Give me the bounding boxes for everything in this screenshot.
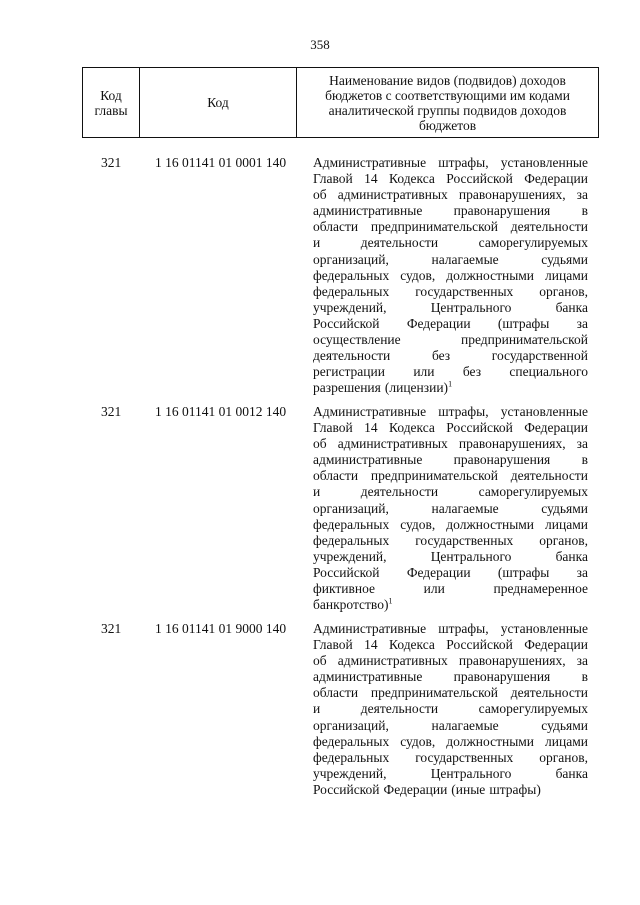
- description-line: учреждений, Центрального банка: [313, 548, 588, 564]
- description-line: организаций, налагаемые судьями: [313, 500, 588, 516]
- description-line: Административные штрафы, установленные: [313, 621, 588, 636]
- revenue-code: 1 16 01141 01 0001 140: [155, 155, 287, 170]
- description-line: организаций, налагаемые судьями: [313, 717, 588, 733]
- revenue-code: 1 16 01141 01 9000 140: [155, 621, 287, 636]
- chapter-code: 321: [101, 621, 122, 636]
- description-line: административные правонарушения в: [313, 669, 588, 685]
- description-line: и деятельности саморегулируемых: [313, 701, 588, 717]
- description-line: федеральных государственных органов,: [313, 532, 588, 548]
- header-name: Наименование видов (подвидов) доходов бюджетов с соответствующими им кодами аналитической группы подвидов доходов бюджетов: [297, 68, 599, 138]
- revenue-description: [313, 155, 588, 396]
- description-line: фиктивное или преднамеренное: [313, 581, 588, 597]
- description-line: федеральных судов, должностными лицами: [313, 267, 588, 283]
- description-line: Главой 14 Кодекса Российской Федерации: [313, 420, 588, 436]
- description-line: административные правонарушения в: [313, 452, 588, 468]
- revenue-code: 1 16 01141 01 0012 140: [155, 404, 287, 419]
- header-chapter-code: Код главы: [83, 68, 140, 138]
- description-line: об административных правонарушениях, за: [313, 187, 588, 203]
- description-line: разрешения (лицензии)$^1$: [313, 379, 453, 396]
- description-line: об административных правонарушениях, за: [313, 436, 588, 452]
- description-line: области предпринимательской деятельности: [313, 685, 588, 701]
- table-header: [82, 67, 599, 138]
- revenue-description: [313, 404, 588, 613]
- footnote-marker: 1: [448, 379, 453, 389]
- chapter-code: 321: [101, 155, 122, 170]
- page-number: 358: [310, 37, 330, 52]
- chapter-code: 321: [101, 404, 122, 419]
- header-code: Код: [140, 68, 297, 138]
- description-line: области предпринимательской деятельности: [313, 219, 588, 235]
- description-line: федеральных государственных органов,: [313, 749, 588, 765]
- description-line: федеральных государственных органов,: [313, 283, 588, 299]
- description-line: деятельности без государственной: [313, 348, 588, 364]
- description-line: Административные штрафы, установленные: [313, 404, 588, 419]
- description-line: федеральных судов, должностными лицами: [313, 733, 588, 749]
- revenue-description: [313, 621, 588, 798]
- description-line: Главой 14 Кодекса Российской Федерации: [313, 171, 588, 187]
- description-line: Главой 14 Кодекса Российской Федерации: [313, 637, 588, 653]
- description-line: банкротство)$^1$: [313, 596, 393, 613]
- description-line: учреждений, Центрального банка: [313, 299, 588, 315]
- description-line: регистрации или без специального: [313, 364, 588, 380]
- footnote-marker: 1: [388, 596, 393, 606]
- description-line: и деятельности саморегулируемых: [313, 235, 588, 251]
- description-line: об административных правонарушениях, за: [313, 653, 588, 669]
- description-line: Российской Федерации (иные штрафы): [313, 781, 541, 797]
- description-line: осуществление предпринимательской: [313, 332, 588, 348]
- description-line: Российской Федерации (штрафы за: [313, 564, 588, 580]
- description-line: области предпринимательской деятельности: [313, 468, 588, 484]
- description-line: и деятельности саморегулируемых: [313, 484, 588, 500]
- description-line: Российской Федерации (штрафы за: [313, 315, 588, 331]
- description-line: учреждений, Центрального банка: [313, 765, 588, 781]
- description-line: административные правонарушения в: [313, 203, 588, 219]
- description-line: федеральных судов, должностными лицами: [313, 516, 588, 532]
- description-line: Административные штрафы, установленные: [313, 155, 588, 170]
- description-line: организаций, налагаемые судьями: [313, 251, 588, 267]
